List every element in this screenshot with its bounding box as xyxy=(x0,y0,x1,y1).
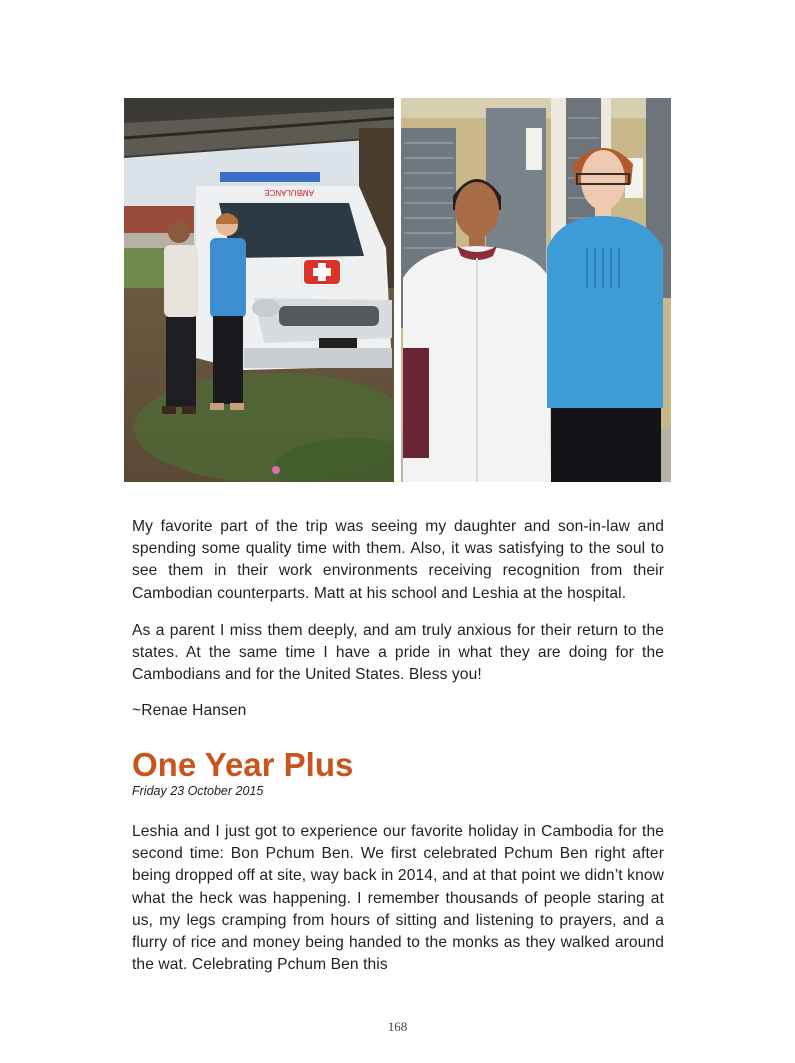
hospital-photo-illustration xyxy=(401,98,671,482)
section-date: Friday 23 October 2015 xyxy=(132,784,264,798)
paragraph-favorite-part: My favorite part of the trip was seeing my daughter and son-in-law and spending some quality time with them. Also, it was satisfying to the soul to see them in their work environments receiving recognition from their Cambodian counterparts. Matt at his school and Leshia at the hospital. xyxy=(132,518,664,602)
section-title: One Year Plus xyxy=(132,746,354,783)
signature: ~Renae Hansen xyxy=(132,702,247,719)
paragraph-parent: As a parent I miss them deeply, and am truly anxious for their return to the states. At the same time I have a pride in what they are doing for the Cambodians and for the United States. Bless you! xyxy=(132,622,664,684)
ambulance-label: AMBULANCE xyxy=(264,188,314,197)
ambulance-photo-illustration xyxy=(124,98,394,482)
photo-ambulance xyxy=(124,98,394,482)
photo-hospital xyxy=(401,98,671,482)
page-number: 168 xyxy=(387,1019,408,1034)
paragraph-pchum-ben: Leshia and I just got to experience our favorite holiday in Cambodia for the second time: Bon Pchum Ben. We first celebrated Pchum Ben right after being dropped off at site, way back in 2014, and at that point we didn’t know what the heck was happening. I remember thousands of people staring at us, my legs cramping from hours of sitting and listening to prayers, and a flurry of rice and money being handed to the monks as they walked around the wat. Celebrating Pchum Ben this xyxy=(132,823,664,974)
